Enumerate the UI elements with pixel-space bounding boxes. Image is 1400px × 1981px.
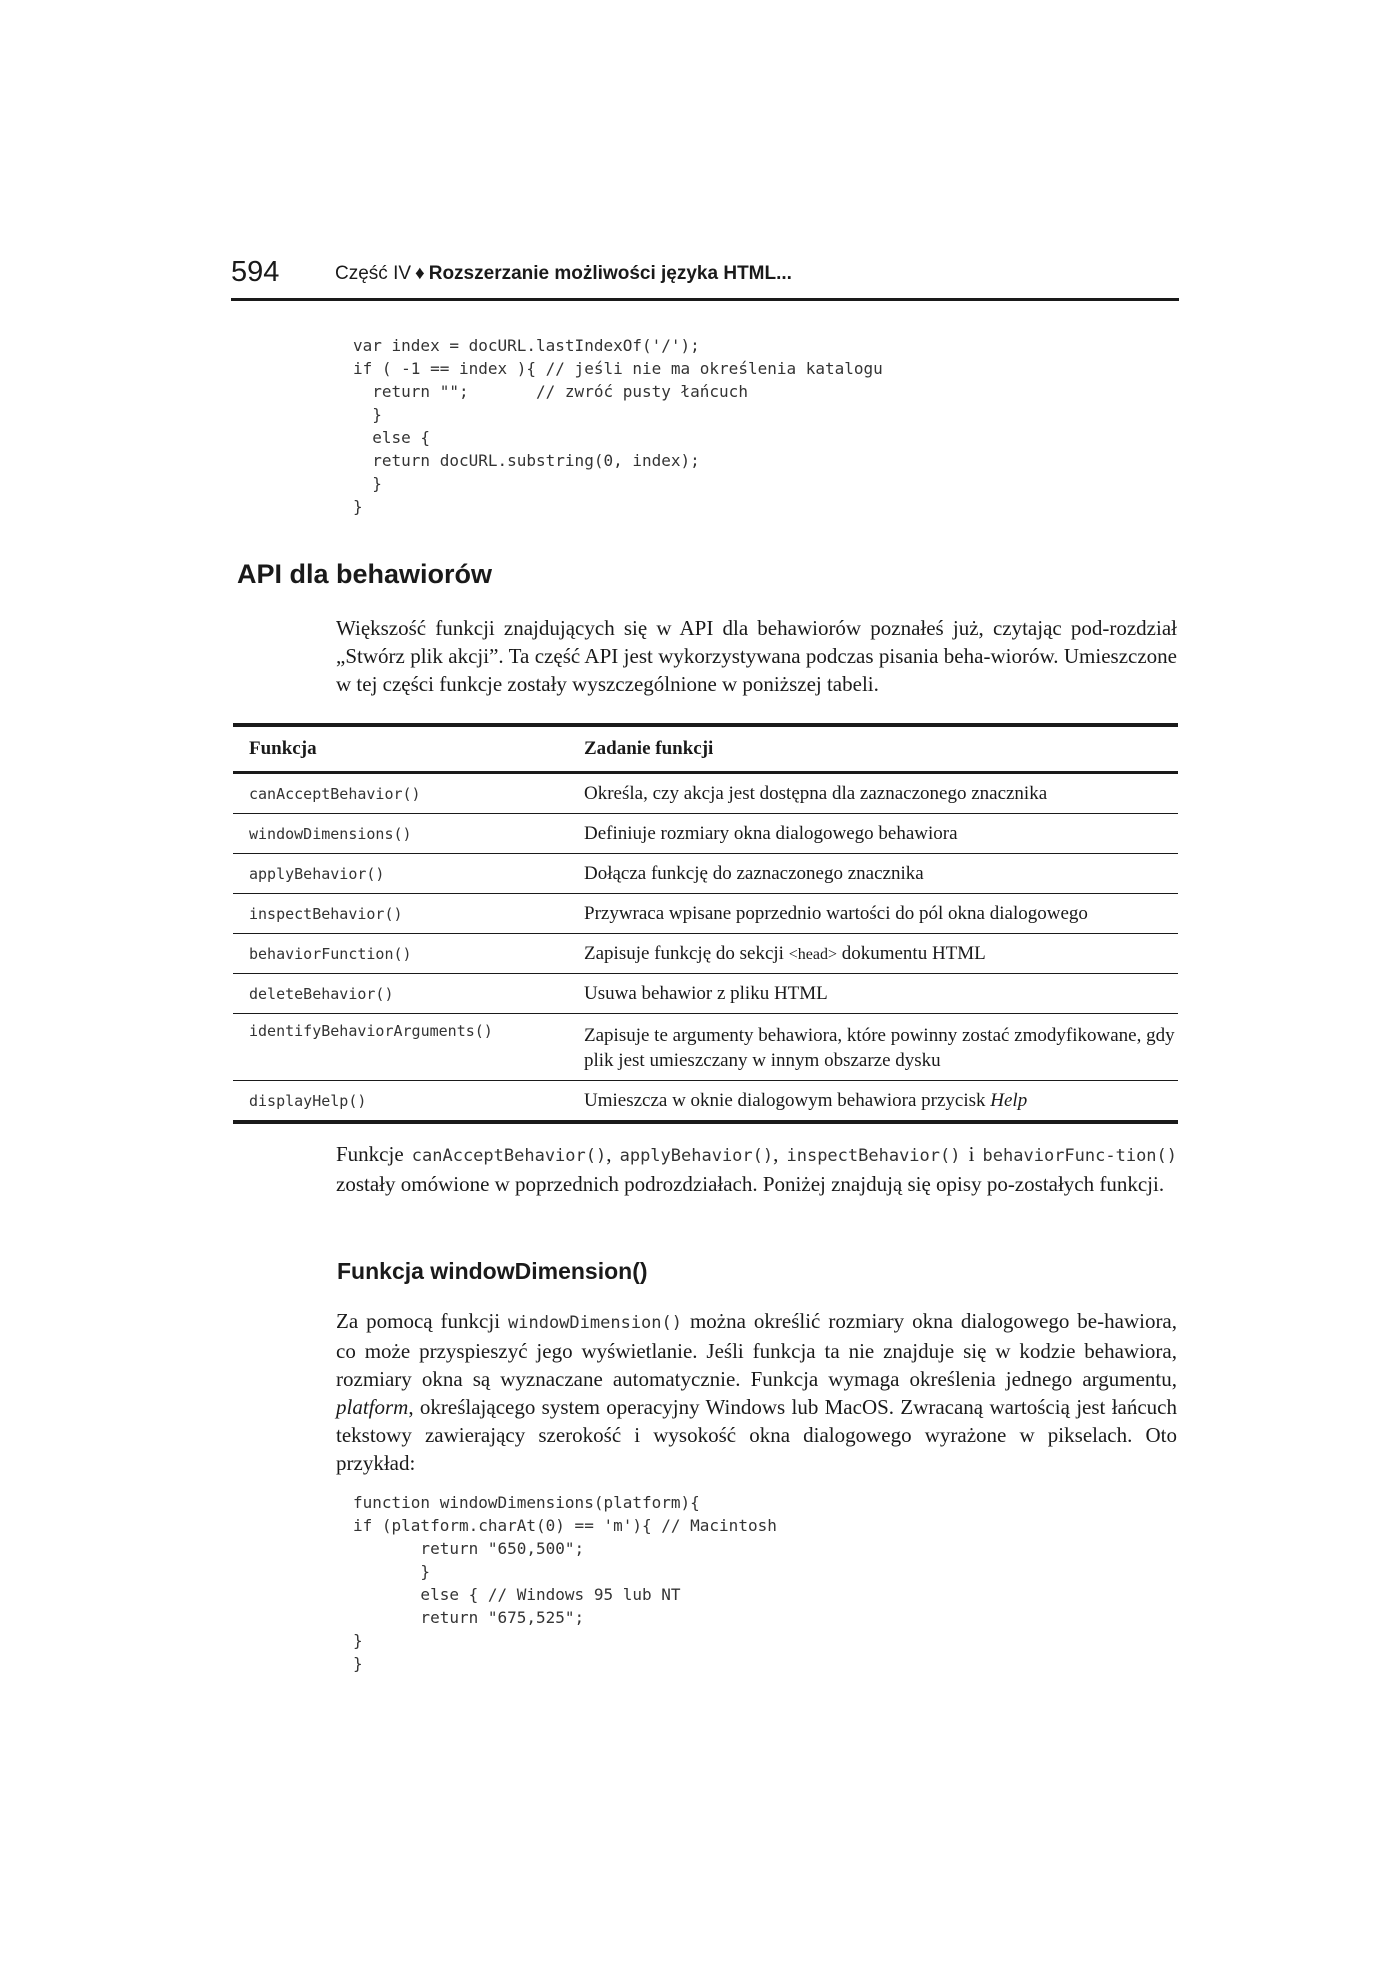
column-header-function: Funkcja xyxy=(233,725,568,773)
table-row xyxy=(233,894,1178,934)
head-tag-text: <head> xyxy=(788,945,837,963)
inline-code: inspectBehavior() xyxy=(786,1146,961,1166)
table-row xyxy=(233,773,1178,814)
function-name-cell: canAcceptBehavior() xyxy=(233,773,568,814)
function-name-cell: behaviorFunction() xyxy=(233,934,568,974)
function-description-cell: Definiuje rozmiary okna dialogowego behawiora xyxy=(568,814,1178,854)
table-row xyxy=(233,1081,1178,1123)
function-name-cell: deleteBehavior() xyxy=(233,974,568,1014)
table-header-row xyxy=(233,725,1178,773)
column-header-purpose: Zadanie funkcji xyxy=(568,725,1178,773)
table-row xyxy=(233,974,1178,1014)
code-block-bottom: function windowDimensions(platform){ if (platform.charAt(0) == 'm'){ // Macintosh return "650,500"; } else { // Windows 95 lub NT return "675,525"; } } xyxy=(353,1493,777,1673)
inline-code: behaviorFunc-tion() xyxy=(982,1146,1178,1166)
description-text: dokumentu HTML xyxy=(836,942,986,964)
chapter-title: Rozszerzanie możliwości języka HTML... xyxy=(428,263,792,284)
function-name-cell: windowDimensions() xyxy=(233,814,568,854)
text-run: i xyxy=(960,1142,983,1166)
function-description-cell: Dołącza funkcję do zaznaczonego znacznika xyxy=(568,854,1178,894)
intro-paragraph: Większość funkcji znajdujących się w API dla behawiorów poznałeś już, czytając pod-rozdział „Stwórz plik akcji”. Ta część API jest wykorzystywana podczas pisania beha-wiorów. Umieszczone w tej części funkcje zostały wyszczególnione w poniższej tabeli. xyxy=(336,616,1177,696)
function-name-cell: identifyBehaviorArguments() xyxy=(233,1014,568,1081)
section-title: API dla behawiorów xyxy=(237,559,493,589)
text-run: , xyxy=(606,1142,620,1166)
description-text: Umieszcza w oknie dialogowym behawiora przycisk xyxy=(584,1090,991,1111)
inline-code: applyBehavior() xyxy=(619,1146,774,1166)
text-run: zostały omówione w poprzednich podrozdziałach. Poniżej znajdują się opisy po-zostałych funkcji. xyxy=(336,1172,1165,1196)
text-run: , określającego system operacyjny Windows lub MacOS. Zwracaną wartością jest łańcuch tekstowy zawierający szerokość i wysokość okna dialogowego wyrażone w pikselach. Oto przykład: xyxy=(336,1395,1177,1475)
after-table-paragraph xyxy=(336,1140,1177,1198)
table-row xyxy=(233,934,1178,974)
part-label: Część IV xyxy=(335,263,412,284)
function-name-cell: inspectBehavior() xyxy=(233,894,568,934)
function-name-cell: displayHelp() xyxy=(233,1081,568,1123)
table-row xyxy=(233,1014,1178,1081)
help-emphasis: Help xyxy=(990,1090,1028,1111)
function-description-cell xyxy=(568,1081,1178,1123)
function-description-cell: Zapisuje te argumenty behawiora, które powinny zostać zmodyfikowane, gdy plik jest umieszczany w innym obszarze dysku xyxy=(568,1014,1178,1081)
subsection-title: Funkcja windowDimension() xyxy=(337,1258,648,1284)
description-text: Zapisuje funkcję do sekcji xyxy=(584,942,789,964)
header-part-title xyxy=(335,263,792,285)
code-block-top: var index = docURL.lastIndexOf('/'); if ( -1 == index ){ // jeśli nie ma określenia katalogu return ""; // zwróć pusty łańcuch } else { return docURL.substring(0, index); } } xyxy=(353,336,883,516)
running-header xyxy=(231,256,1179,301)
function-description-cell: Usuwa behawior z pliku HTML xyxy=(568,974,1178,1014)
window-dimension-paragraph xyxy=(336,1307,1177,1477)
table-row xyxy=(233,854,1178,894)
text-run: można określić rozmiary okna dialogowego be-hawiora, co może przyspieszyć jego wyświetlanie. Jeśli funkcja ta nie znajduje się w kodzie behawiora, rozmiary okna są wyznaczane automatycznie. Funkcja wymaga określenia jednego argumentu, xyxy=(336,1309,1178,1391)
inline-code: canAcceptBehavior() xyxy=(411,1146,607,1166)
function-name-cell: applyBehavior() xyxy=(233,854,568,894)
page-number: 594 xyxy=(231,256,280,288)
function-description-cell: Określa, czy akcja jest dostępna dla zaznaczonego znacznika xyxy=(568,773,1178,814)
inline-code: windowDimension() xyxy=(508,1313,682,1333)
platform-emphasis: platform xyxy=(336,1395,409,1419)
diamond-separator-icon: ♦ xyxy=(415,263,425,284)
text-run: Funkcje xyxy=(336,1142,412,1166)
function-description-cell: Przywraca wpisane poprzednio wartości do pól okna dialogowego xyxy=(568,894,1178,934)
text-run: Za pomocą funkcji xyxy=(336,1309,508,1333)
function-description-cell xyxy=(568,934,1178,974)
table-row xyxy=(233,814,1178,854)
text-run: , xyxy=(773,1142,787,1166)
functions-table xyxy=(233,723,1178,1124)
